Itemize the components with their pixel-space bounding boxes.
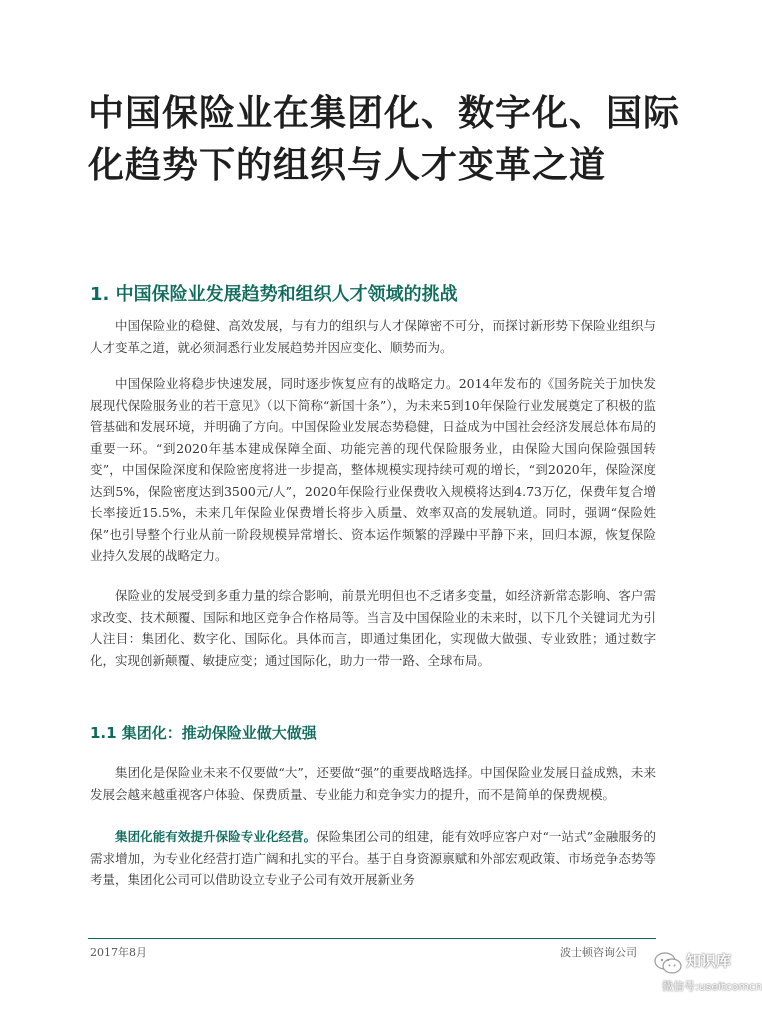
paragraph-5 — [90, 826, 656, 891]
watermark-wechat-id: 微信号:useitcomcn — [662, 980, 762, 993]
paragraph-1: 中国保险业的稳健、高效发展，与有力的组织与人才保障密不可分，而探讨新形势下保险业组织与人才变革之道，就必须洞悉行业发展趋势并因应变化、顺势而为。 — [90, 318, 656, 355]
footer-divider — [88, 938, 656, 939]
paragraph-2: 中国保险业将稳步快速发展，同时逐步恢复应有的战略定力。2014年发布的《国务院关于加快发展现代保险服务业的若干意见》（以下简称“新国十条”），为未来5到10年保险行业发展奠定了积极的监管基础和发展环境，并明确了方向。中国保险业发展态势稳健，日益成为中国社会经济发展总体布局的重要一环。“到2020年基本建成保障全面、功能完善的现代保险服务业，由保险大国向保险强国转变”，中国保险深度和保险密度将进一步提高，整体规模实现持续可观的增长，“到2020年，保险深度达到5%，保险密度达到3500元/人”，2020年保险行业保费收入规模将达到4.73万亿，保费年复合增长率接近15.5%，未来几年保险业保费增长将步入质量、效率双高的发展轨道。同时，强调“保险姓保”也引导整个行业从前一阶段规模异常增长、资本运作频繁的浮躁中平静下来，回归本源，恢复保险业持久发展的战略定力。 — [90, 376, 656, 563]
footer-firm: 波士顿咨询公司 — [560, 946, 637, 959]
section-1-1-heading: 1.1 集团化：推动保险业做大做强 — [90, 724, 317, 742]
paragraph-3: 保险业的发展受到多重力量的综合影响，前景光明但也不乏诸多变量，如经济新常态影响、客户需求改变、技术颠覆、国际和地区竞争合作格局等。当言及中国保险业的未来时，以下几个关键词尤为引人注目：集团化、数字化、国际化。具体而言，即通过集团化，实现做大做强、专业致胜；通过数字化，实现创新颠覆、敏捷应变；通过国际化，助力一带一路、全球布局。 — [90, 588, 656, 668]
paragraph-5-body: 保险集团公司的组建，能有效呼应客户对“一站式”金融服务的需求增加，为专业化经营打造广阔和扎实的平台。基于自身资源禀赋和外部宏观政策、市场竞争态势等考量，集团化公司可以借助设立专业子公司有效开展新业务 — [90, 829, 656, 887]
footer-date: 2017年8月 — [90, 946, 147, 959]
paragraph-5-lead: 集团化能有效提升保险专业化经营。 — [115, 829, 317, 844]
watermark-brand: 知识库 — [686, 952, 732, 970]
wechat-icon — [654, 952, 682, 974]
title-line-1: 中国保险业在集团化、数字化、国际 — [88, 93, 681, 134]
paragraph-4: 集团化是保险业未来不仅要做“大”，还要做“强”的重要战略选择。中国保险业发展日益成熟，未来发展会越来越重视客户体验、保费质量、专业能力和竞争实力的提升，而不是简单的保费规模。 — [90, 765, 656, 802]
title-line-2: 化趋势下的组织与人才变革之道 — [88, 145, 607, 186]
section-1-heading: 1. 中国保险业发展趋势和组织人才领域的挑战 — [90, 284, 458, 305]
document-title — [88, 88, 688, 192]
